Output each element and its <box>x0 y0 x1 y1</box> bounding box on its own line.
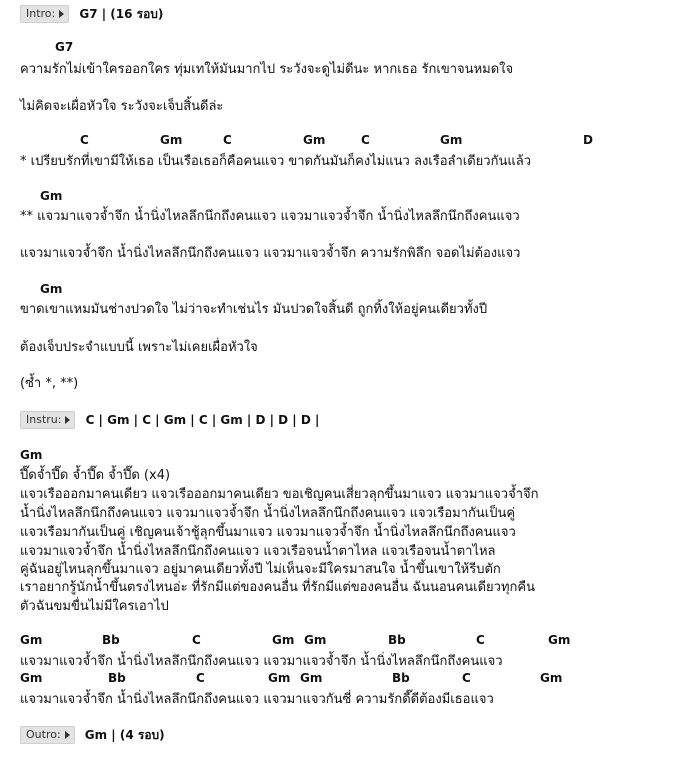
play-icon <box>59 10 64 18</box>
ending-chord: C <box>476 633 485 647</box>
ending-chord: Gm <box>272 633 295 647</box>
chorus1-chord: Gm <box>440 133 463 147</box>
intro-tag[interactable] <box>20 5 69 23</box>
chorus1-line: * เปรียบรักที่เขามีให้เธอ เป็นเรือเธอก็คือคนแจว ขาดกันมันก็คงไม่แนว ลงเรือลำเดียวกันแล้ว <box>20 154 532 169</box>
chorus1-chord: C <box>361 133 370 147</box>
chord-sheet <box>20 0 680 765</box>
verse2-line1: ขาดเขาแหมมันช่างปวดใจ ไม่ว่าจะทำเช่นไร มันปวดใจสิ้นดี ถูกทิ้งให้อยู่คนเดียวทั้งปี <box>20 302 488 317</box>
ending-chord: Bb <box>102 633 120 647</box>
intro-tag-label: Intro: <box>26 6 56 20</box>
ending-chord: Gm <box>20 671 43 685</box>
outro-tag[interactable] <box>20 726 75 744</box>
intro-text: G7 | (16 รอบ) <box>79 7 164 21</box>
ending-chord: Bb <box>388 633 406 647</box>
verse1-chord: G7 <box>55 40 74 54</box>
intro-row <box>20 3 163 24</box>
rap-line: ตัวฉันขมขื่นไม่มีใครเอาไป <box>20 599 169 614</box>
rap-line: ปึ๊ดจ้ำปึ๊ด จ้ำปึ๊ด จ้ำปึ๊ด (x4) <box>20 468 171 483</box>
ending-chord: Gm <box>20 633 43 647</box>
rap-line: แจวเรือออกมาคนเดียว แจวเรือออกมาคนเดียว ขอเชิญคนเสี่ยวลุกขึ้นมาแจว แจวมาแจวจ้ำจึก <box>20 487 539 502</box>
ending-chord: Bb <box>392 671 410 685</box>
chorus2-chord: Gm <box>40 189 63 203</box>
instru-tag[interactable] <box>20 411 75 429</box>
verse2-line2: ต้องเจ็บประจำแบบนี้ เพราะไม่เคยเผื่อหัวใจ <box>20 340 258 355</box>
ending-chord: Gm <box>268 671 291 685</box>
repeat-note: (ซ้ำ *, **) <box>20 376 79 391</box>
chorus1-chord: D <box>583 133 593 147</box>
play-icon <box>65 416 70 424</box>
ending-chord: Bb <box>108 671 126 685</box>
ending-chord: C <box>196 671 205 685</box>
chorus2-line1: ** แจวมาแจวจ้ำจึก น้ำนิ่งไหลลึกนึกถึงคนแจว แจวมาแจวจ้ำจึก น้ำนิ่งไหลลึกนึกถึงคนแจว <box>20 209 520 224</box>
verse2-chord: Gm <box>40 282 63 296</box>
chorus2-line2: แจวมาแจวจ้ำจึก น้ำนิ่งไหลลึกนึกถึงคนแจว แจวมาแจวจ้ำจึก ความรักพิลึก จอดไม่ต้องแจว <box>20 246 521 261</box>
ending-chord: Gm <box>300 671 323 685</box>
rap-line: เราอยากรู้นักน้ำขึ้นตรงไหนอ่ะ ที่รักมีแต่ของคนอื่น ที่รักมีแต่ของคนอื่น ฉันนอนคนเดียวทุกคืน <box>20 580 535 595</box>
instru-row <box>20 409 319 429</box>
verse1-line1: ความรักไม่เข้าใครออกใคร ทุ่มเทให้มันมากไป ระวังจะดูไม่ดีนะ หากเธอ รักเขาจนหมดใจ <box>20 62 514 77</box>
ending-line1: แจวมาแจวจ้ำจึก น้ำนิ่งไหลลึกนึกถึงคนแจว แจวมาแจวจ้ำจึก น้ำนิ่งไหลลึกนึกถึงคนแจว <box>20 654 503 669</box>
rap-line: แจวมาแจวจ้ำจึก น้ำนิ่งไหลลึกนึกถึงคนแจว แจวเรือจนน้ำตาไหล แจวเรือจนน้ำตาไหล <box>20 544 496 559</box>
chorus1-chord: Gm <box>160 133 183 147</box>
ending-chord: Gm <box>304 633 327 647</box>
instru-text: C | Gm | C | Gm | C | Gm | D | D | D | <box>85 413 320 427</box>
outro-tag-label: Outro: <box>26 727 61 741</box>
ending-line2: แจวมาแจวจ้ำจึก น้ำนิ่งไหลลึกนึกถึงคนแจว แจวมาแจวกันซี่ ความรักดี๊ดีต้องมีเธอแจว <box>20 692 494 707</box>
chorus1-chord: C <box>223 133 232 147</box>
ending-chord: Gm <box>540 671 563 685</box>
rap-line: คู่ฉันอยู่ไหนลุกขึ้นมาแจว อยู่มาคนเดียวทั้งปี ไม่เห็นจะมีใครมาสนใจ น้ำขึ้นเขาให้รีบตัก <box>20 562 501 577</box>
ending-chord: C <box>462 671 471 685</box>
play-icon <box>65 731 70 739</box>
verse1-line2: ไม่คิดจะเผื่อหัวใจ ระวังจะเจ็บสิ้นดีล่ะ <box>20 99 224 114</box>
rap-line: แจวเรือมากันเป็นคู่ เชิญคนเจ้าชู้ลุกขึ้นมาแจว แจวมาแจวจ้ำจึก น้ำนิ่งไหลลึกนึกถึงคนแจว <box>20 525 516 540</box>
instru-tag-label: Instru: <box>26 412 62 426</box>
rap-chord: Gm <box>20 448 43 462</box>
ending-chord: Gm <box>548 633 571 647</box>
outro-text: Gm | (4 รอบ) <box>84 728 165 742</box>
outro-row <box>20 724 165 745</box>
chorus1-chord: C <box>80 133 89 147</box>
ending-chord: C <box>192 633 201 647</box>
chorus1-chord: Gm <box>303 133 326 147</box>
rap-line: น้ำนิ่งไหลลึกนึกถึงคนแจว แจวมาแจวจ้ำจึก น้ำนิ่งไหลลึกนึกถึงคนแจว แจวเรือมากันเป็นคู่ <box>20 506 516 521</box>
